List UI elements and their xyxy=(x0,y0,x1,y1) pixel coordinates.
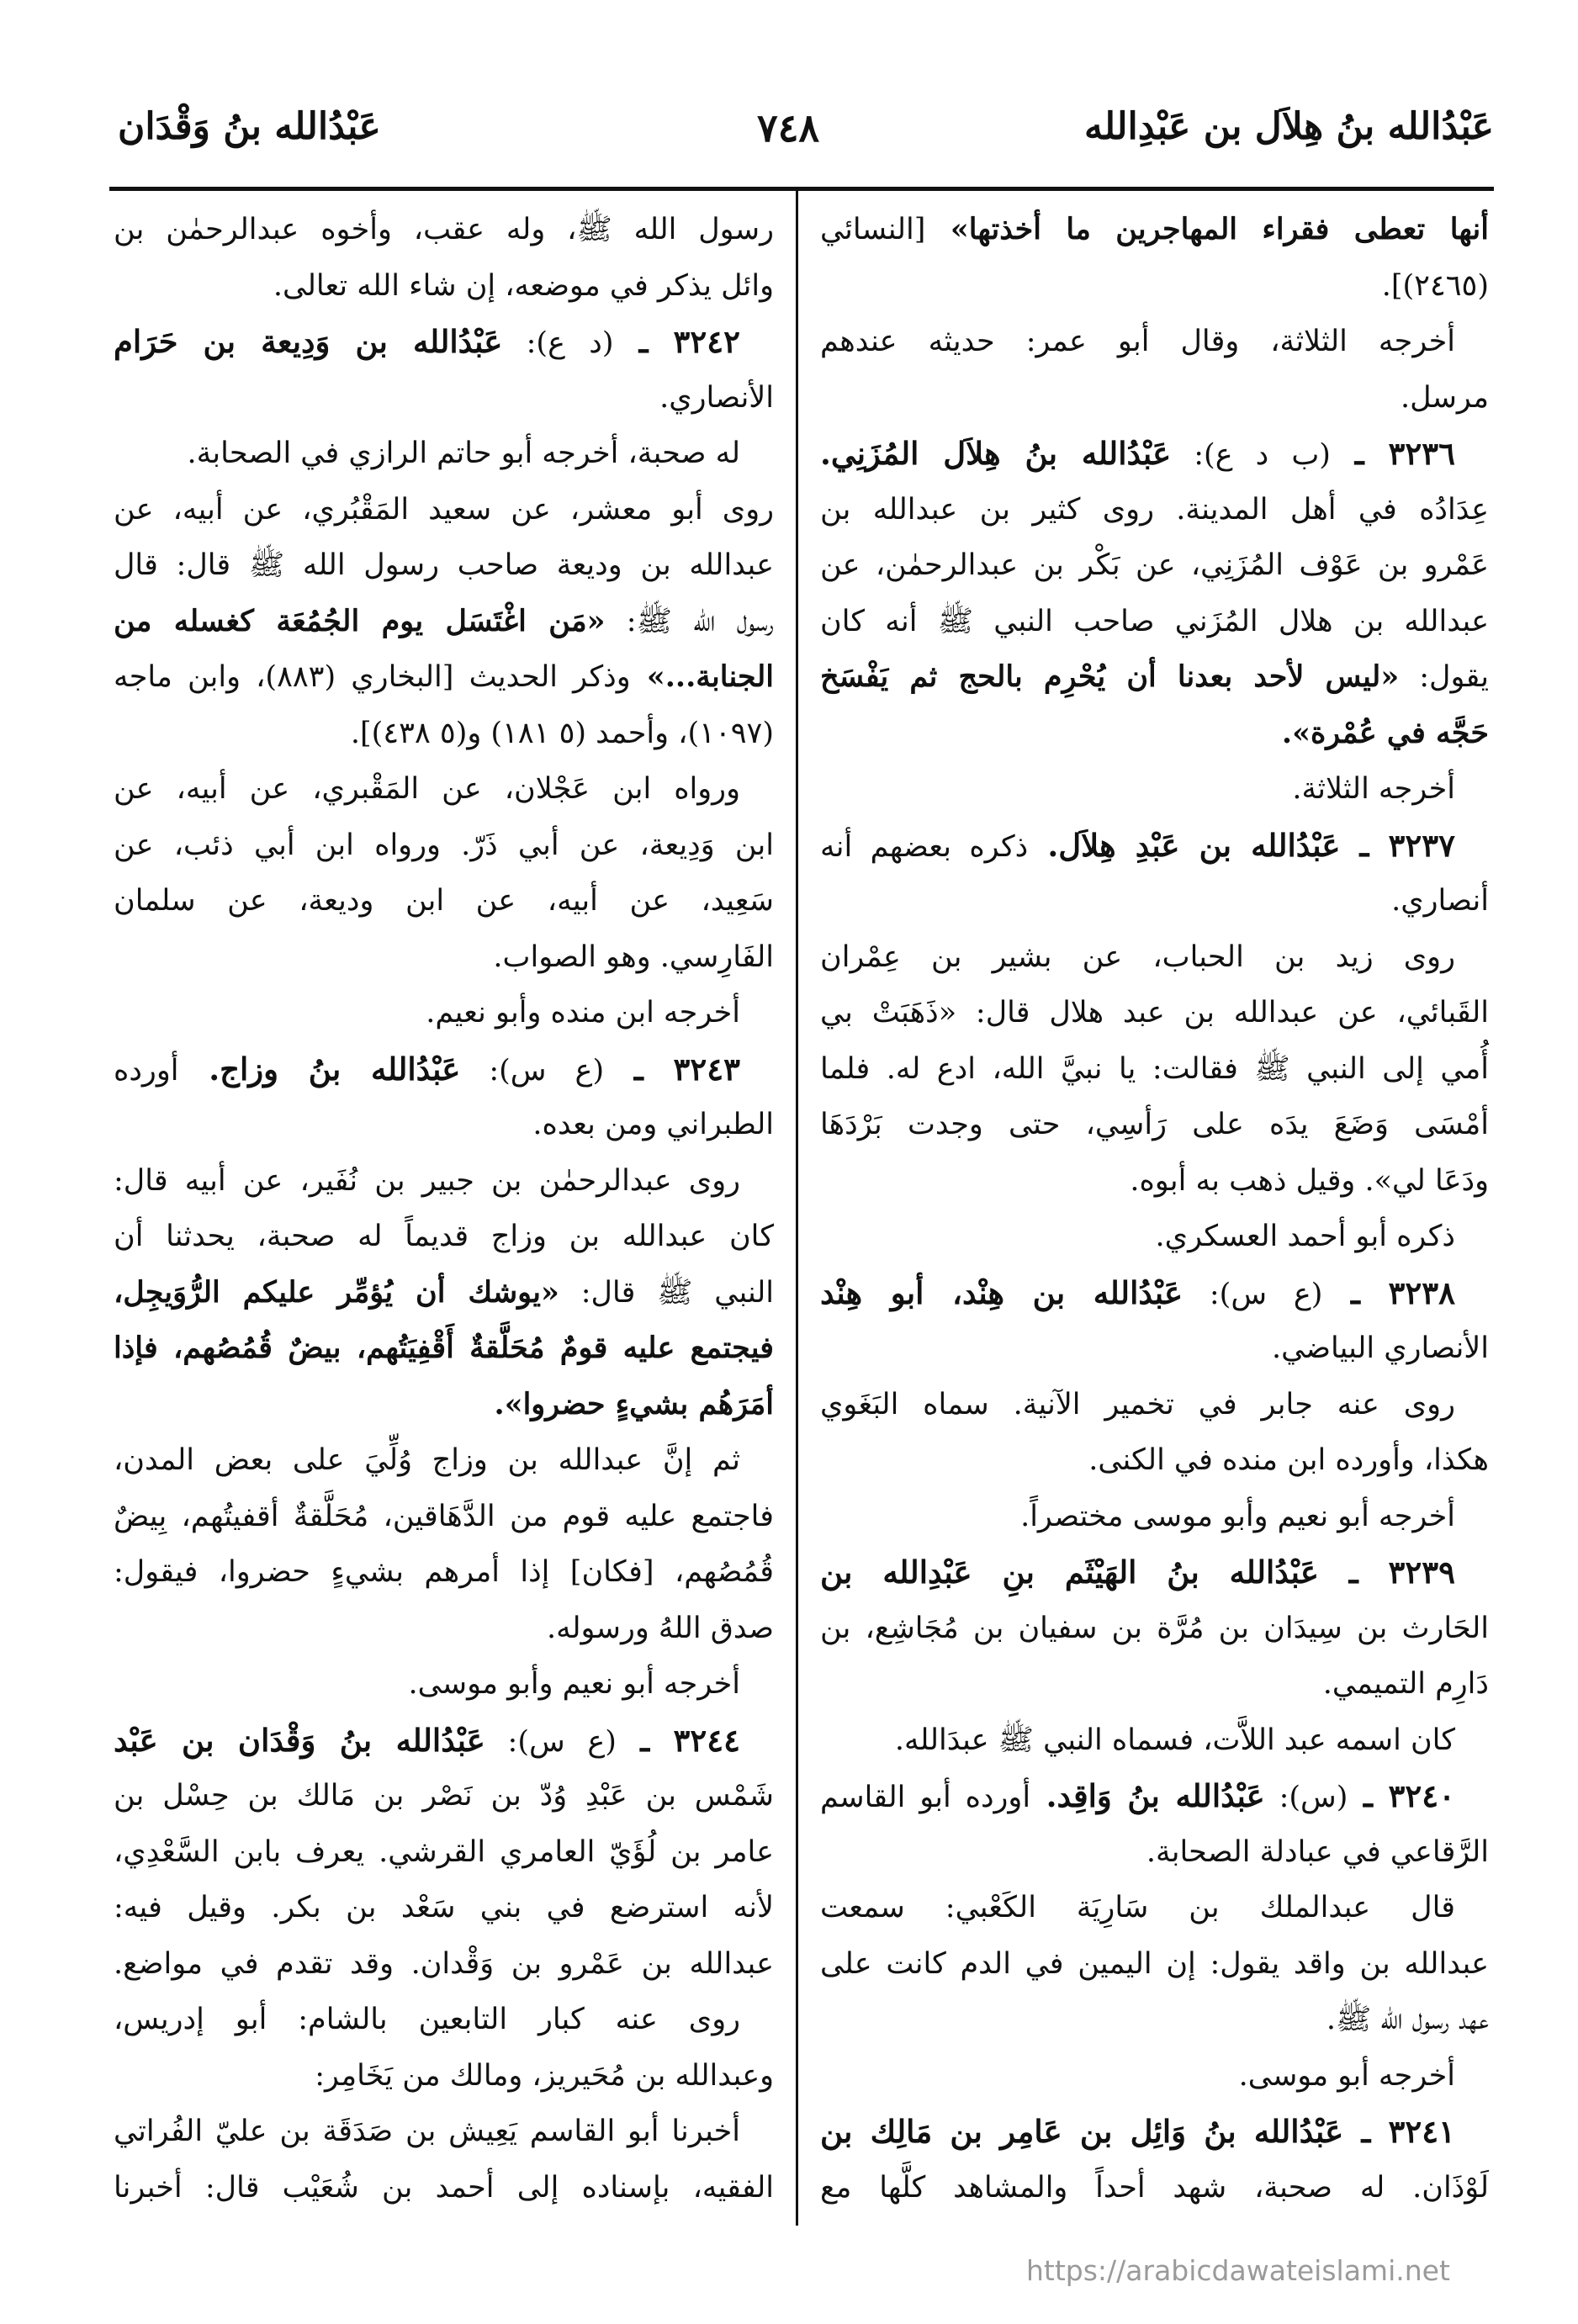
text-run: فاجتمع عليه قوم من الدَّهَاقين، مُحَلَّقةٌ أقفيتُهم، بِيضٌ xyxy=(114,1499,774,1533)
hadith-quote: «مَن اغْتَسَل يوم الجُمُعَة كغسله من xyxy=(114,603,606,638)
text-line xyxy=(114,537,774,594)
text-line xyxy=(820,314,1489,370)
text-run: عِدَادُه في أهل المدينة. روى كثير بن عبدالله بن xyxy=(820,492,1489,527)
text-line xyxy=(820,1992,1489,2048)
text-line xyxy=(820,370,1489,426)
hadith-quote: فيجتمع عليه قومٌ مُحَلَّقةٌ أَقْفِيَتُهم، بيضٌ قُمُصُهم، فإذا xyxy=(114,1331,774,1365)
text-line xyxy=(114,1265,774,1321)
text-run: دَارِم التميمي. xyxy=(1322,1667,1489,1701)
text-line xyxy=(820,1321,1489,1377)
text-line xyxy=(114,2048,774,2104)
entry-heading: عَبْدُالله بن هِنْد، أبو هِنْد xyxy=(820,1273,1184,1311)
left-column xyxy=(114,202,774,2215)
text-run: أخبرنا أبو القاسم يَعِيش بن صَدَقَة بن عليّ الفُراتي xyxy=(114,2115,740,2148)
text-run: [النسائي xyxy=(820,213,926,246)
text-run: الرَّقاعي في عبادلة الصحابة. xyxy=(1146,1834,1489,1869)
entry-heading: ٣٢٣٧ ـ عَبْدُالله بن عَبْدِ هِلاَل. xyxy=(1028,826,1455,864)
text-line xyxy=(114,1992,774,2048)
column-divider xyxy=(796,190,798,2226)
text-line xyxy=(820,426,1489,482)
text-line xyxy=(114,1544,774,1601)
text-line xyxy=(114,258,774,315)
text-line xyxy=(820,873,1489,929)
text-line xyxy=(114,1041,774,1098)
hadith-quote: «يوشك أن يُؤمِّر عليكم الرُّوَيجِل، xyxy=(114,1274,559,1310)
text-run: عَمْرو بن عَوْف المُزَنِي، عن بَكْر بن عبدالرحمٰن، عن xyxy=(820,548,1489,582)
text-run: روى عنه كبار التابعين بالشام: أبو إدريس، xyxy=(114,2003,740,2036)
text-line xyxy=(114,2160,774,2216)
entry-heading: عَبْدُالله بنُ هِلاَل المُزَنِي. xyxy=(820,435,1172,472)
hadith-quote: أنها تعطى فقراء المهاجرين ما أخذتها» xyxy=(925,212,1489,246)
text-line xyxy=(114,706,774,762)
text-line xyxy=(820,1097,1489,1153)
text-line xyxy=(820,1041,1489,1098)
text-line xyxy=(820,258,1489,315)
text-run: قُمُصُهم، [فكان] إذا أمرهم بشيءٍ حضروا، فيقول: xyxy=(114,1555,774,1589)
entry-heading: عَبْدُالله بن وَدِيعة بن حَرَام xyxy=(114,323,503,360)
text-line xyxy=(114,1209,774,1265)
text-run: روى عنه جابر في تخمير الآنية. سماه البَغَوي xyxy=(820,1387,1455,1421)
text-run: (ع س): xyxy=(460,1053,605,1088)
text-run: (س): xyxy=(1264,1781,1348,1814)
text-run: قال عبدالملك بن سَارِيَة الكَعْبي: سمعت xyxy=(820,1891,1455,1924)
text-line xyxy=(114,1601,774,1657)
text-run: أخرجه الثلاثة. xyxy=(1292,772,1455,806)
running-header-right: عَبْدُالله بنُ هِلاَل بن عَبْدِالله xyxy=(1083,105,1494,148)
text-run: أنصاري. xyxy=(1391,884,1489,918)
text-line xyxy=(114,594,774,650)
text-line xyxy=(820,1601,1489,1657)
text-line xyxy=(820,1880,1489,1936)
text-run: أُمي إلى النبي ﷺ فقالت: يا نبيَّ الله، ادع له. فلما xyxy=(820,1051,1489,1086)
text-run: أخرجه الثلاثة، وقال أبو عمر: حديثه عندهم xyxy=(820,325,1455,358)
entry-heading: ٣٢٤١ ـ عَبْدُالله بنُ وَائِل بن عَامِر بن مَالِك بن xyxy=(820,2113,1455,2150)
text-run: (ب د ع): xyxy=(1171,438,1331,472)
text-run: عهد رسول الله ﷺ. xyxy=(1326,2003,1489,2036)
text-line xyxy=(114,1936,774,1993)
text-run: عبدالله بن وديعة صاحب رسول الله ﷺ قال: قال xyxy=(114,548,774,582)
text-line xyxy=(114,1713,774,1769)
text-run: أمْسَى وَضَعَ يدَه على رَأسِي، حتى وجدت بَرْدَهَا xyxy=(820,1108,1489,1141)
text-run: روى زيد بن الحباب، عن بشير بن عِمْران xyxy=(820,940,1455,974)
text-line xyxy=(114,649,774,706)
text-line xyxy=(114,818,774,874)
text-line xyxy=(820,482,1489,538)
text-line xyxy=(820,1432,1489,1489)
entry-heading: عَبْدُالله بنُ وَاقِد. xyxy=(1030,1777,1265,1814)
entry-heading: ٣٢٣٨ ـ xyxy=(1322,1273,1456,1311)
text-line xyxy=(114,314,774,370)
hadith-quote: الجنابة...» xyxy=(630,659,774,694)
text-line xyxy=(820,1768,1489,1824)
text-line xyxy=(114,482,774,538)
header-rule xyxy=(109,187,1494,191)
text-run: لأنه استرضع في بني سَعْد بن بكر. وقيل فيه: xyxy=(114,1891,774,1924)
text-run: روى عبدالرحمٰن بن جبير بن نُفَير، عن أبيه قال: xyxy=(114,1163,740,1198)
text-run: رسول الله ﷺ: xyxy=(605,604,774,638)
entry-heading: ٣٢٣٦ ـ xyxy=(1330,435,1455,472)
text-run: أخرجه ابن منده وأبو نعيم. xyxy=(426,996,740,1030)
page-number: ٧٤٨ xyxy=(757,105,820,151)
text-line xyxy=(820,537,1489,594)
text-line xyxy=(114,202,774,258)
text-run: النبي ﷺ قال: xyxy=(559,1275,774,1310)
text-line xyxy=(114,426,774,482)
text-run: كان عبدالله بن وزاج قديماً له صحبة، يحدثنا أن xyxy=(114,1220,774,1253)
text-run: مرسل. xyxy=(1400,380,1489,415)
text-line xyxy=(820,818,1489,874)
text-line xyxy=(820,202,1489,258)
text-run: أخرجه أبو موسى. xyxy=(1238,2058,1455,2093)
text-run: الفقيه، بإسناده إلى أحمد بن شُعَيْب قال: أخبرنا xyxy=(114,2170,774,2205)
text-run: أورده أبو القاسم xyxy=(820,1781,1031,1814)
hadith-quote: «ليس لأحد بعدنا أن يُحْرِم بالحج ثم يَفْسَخ xyxy=(820,659,1400,694)
text-line xyxy=(114,1153,774,1210)
text-line xyxy=(820,761,1489,818)
text-run: وائل يذكر في موضعه، إن شاء الله تعالى. xyxy=(273,268,774,303)
watermark-url: https://arabicdawateislami.net xyxy=(1026,2254,1450,2287)
text-line xyxy=(114,985,774,1041)
text-run: ذكره بعضهم أنه xyxy=(820,829,1029,864)
text-run: أورده xyxy=(114,1053,179,1088)
text-line xyxy=(820,2104,1489,2160)
text-run: ثم إنَّ عبدالله بن وزاج وُلِّيَ على بعض المدن، xyxy=(114,1443,740,1477)
text-line xyxy=(114,1768,774,1824)
entry-heading: عَبْدُالله بنُ وَقْدَان بن عَبْد xyxy=(114,1721,485,1759)
text-run: لَوْذَان. له صحبة، شهد أحداً والمشاهد كلَّها مع xyxy=(820,2170,1489,2205)
text-run: الحَارث بن سِيدَان بن مُرَّة بن سفيان بن مُجَاشِع، بن xyxy=(820,1611,1489,1645)
entry-heading: ٣٢٤٣ ـ xyxy=(604,1050,741,1088)
text-line xyxy=(820,1713,1489,1769)
text-line xyxy=(114,929,774,986)
text-line xyxy=(114,1432,774,1489)
text-line xyxy=(114,1824,774,1881)
text-run: عبدالله بن هلال المُزَني صاحب النبي ﷺ أنه كان xyxy=(820,604,1489,638)
text-run: رسول الله ﷺ، وله عقب، وأخوه عبدالرحمٰن بن xyxy=(114,213,774,246)
text-run: أخرجه أبو نعيم وأبو موسى مختصراً. xyxy=(1020,1499,1455,1533)
text-run: له صحبة، أخرجه أبو حاتم الرازي في الصحابة. xyxy=(187,437,740,470)
text-run: الطبراني ومن بعده. xyxy=(532,1108,774,1141)
entry-heading: ٣٢٣٩ ـ عَبْدُالله بنُ الهَيْثَم بنِ عَبْدِالله بن xyxy=(820,1554,1455,1591)
text-run: (١٠٩٧)، وأحمد (٥ ١٨١) و(٥ ٤٣٨)]. xyxy=(350,716,774,750)
text-line xyxy=(114,2104,774,2160)
text-run: عبدالله بن عَمْرو بن وَقْدان. وقد تقدم في مواضع. xyxy=(114,1946,774,1981)
text-line xyxy=(114,1656,774,1713)
text-line xyxy=(820,594,1489,650)
right-column xyxy=(820,202,1489,2215)
text-line xyxy=(114,761,774,818)
text-run: عبدالله بن واقد يقول: إن اليمين في الدم كانت على xyxy=(820,1946,1489,1981)
text-run: القَبائي، عن عبدالله بن عبد هلال قال: «ذَهَبَتْ بي xyxy=(820,996,1489,1030)
entry-heading: ٣٢٤٢ ـ xyxy=(613,323,740,360)
text-line xyxy=(820,2048,1489,2104)
text-run: وذكر الحديث [البخاري (٨٨٣)، وابن ماجه xyxy=(114,660,631,694)
entry-heading: ٣٢٤٤ ـ xyxy=(616,1721,740,1759)
text-run: شَمْس بن عَبْدِ وُدّ بن نَصْر بن مَالك بن حِسْل بن xyxy=(114,1779,774,1813)
text-line xyxy=(820,1265,1489,1321)
text-run: عامر بن لُؤَيّ العامري القرشي. يعرف بابن السَّعْدِي، xyxy=(114,1834,774,1869)
text-line xyxy=(820,929,1489,986)
text-line xyxy=(820,2160,1489,2216)
text-run: (د ع): xyxy=(502,326,614,360)
text-line xyxy=(820,1153,1489,1210)
text-line xyxy=(820,1377,1489,1433)
text-line xyxy=(114,1880,774,1936)
text-run: سَعِيد، عن أبيه، عن ابن وديعة، عن سلمان xyxy=(114,884,774,918)
text-line xyxy=(820,1936,1489,1993)
text-run: (٢٤٦٥)]. xyxy=(1381,268,1489,303)
text-line xyxy=(820,649,1489,706)
entry-heading: ٣٢٤٠ ـ xyxy=(1348,1777,1455,1814)
text-run: الأنصاري. xyxy=(659,380,774,415)
text-run: كان اسمه عبد اللاَّت، فسماه النبي ﷺ عبدَالله. xyxy=(894,1723,1455,1757)
text-line xyxy=(820,706,1489,762)
text-line xyxy=(820,1824,1489,1881)
text-line xyxy=(114,1489,774,1545)
text-run: الفَارِسي. وهو الصواب. xyxy=(493,940,774,974)
text-run: ذكره أبو أحمد العسكري. xyxy=(1155,1220,1455,1253)
text-line xyxy=(114,1097,774,1153)
text-line xyxy=(820,1656,1489,1713)
entry-heading: عَبْدُالله بنُ وزاج. xyxy=(178,1050,461,1088)
text-run: وعبدالله بن مُحَيريز، ومالك من يَخَامِر: xyxy=(315,2058,774,2093)
text-run: ورواه ابن عَجْلان، عن المَقْبري، عن أبيه، عن xyxy=(114,772,740,806)
text-run: الأنصاري البياضي. xyxy=(1271,1331,1489,1365)
text-line xyxy=(820,1489,1489,1545)
text-line xyxy=(820,985,1489,1041)
hadith-quote: أمَرَهُم بشيءٍ حضروا». xyxy=(494,1386,774,1421)
text-run: ودَعَا لي». وقيل ذهب به أبوه. xyxy=(1130,1163,1489,1198)
text-run: (ع س): xyxy=(485,1724,617,1759)
text-run: يقول: xyxy=(1399,660,1490,694)
running-header-left: عَبْدُالله بنُ وَقْدَان xyxy=(118,105,381,148)
text-run: روى أبو معشر، عن سعيد المَقْبُري، عن أبيه، عن xyxy=(114,492,774,527)
text-run: أخرجه أبو نعيم وأبو موسى. xyxy=(408,1667,740,1701)
hadith-quote: حَجَّه في عُمْرة». xyxy=(1281,715,1489,750)
text-run: صدق اللهُ ورسوله. xyxy=(546,1611,774,1645)
text-run: ابن وَدِيعة، عن أبي ذَرّ. ورواه ابن أبي ذئب، عن xyxy=(114,828,774,862)
text-line xyxy=(114,1377,774,1433)
text-run: هكذا، وأورده ابن منده في الكنى. xyxy=(1088,1443,1489,1477)
text-line xyxy=(114,370,774,426)
text-line xyxy=(820,1544,1489,1601)
text-run: (ع س): xyxy=(1183,1277,1323,1311)
text-line xyxy=(114,873,774,929)
text-line xyxy=(820,1209,1489,1265)
text-line xyxy=(114,1321,774,1377)
